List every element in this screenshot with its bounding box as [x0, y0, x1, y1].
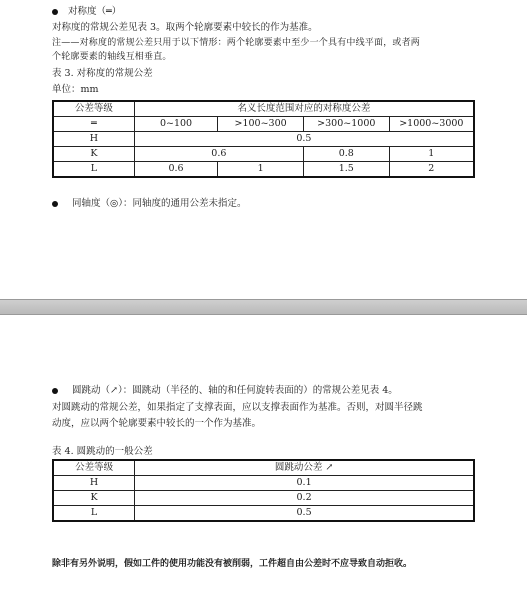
bullet-icon	[52, 9, 58, 15]
table3-caption: 表 3. 对称度的常规公差	[52, 68, 153, 79]
table3-cell: 0.8	[303, 147, 389, 162]
symmetry-heading: 对称度（═）	[68, 6, 122, 17]
bullet-icon	[52, 388, 58, 394]
runout-heading: 圆跳动（↗）：圆跳动（半径的、轴的和任何旋转表面的）的常规公差见表 4。	[72, 385, 398, 396]
table3-subheader: >300~1000	[303, 117, 389, 132]
table-row	[53, 491, 474, 506]
table-row	[53, 476, 474, 491]
table4	[52, 459, 475, 522]
table3-cell: H	[53, 132, 134, 147]
symmetry-intro: 对称度的常规公差见表 3。取两个轮廓要素中较长的作为基准。	[52, 22, 318, 33]
table3	[52, 100, 475, 178]
coaxial-text: 同轴度（◎）：同轴度的通用公差未指定。	[72, 198, 247, 209]
page-1	[0, 0, 527, 299]
bullet-icon	[52, 201, 58, 207]
runout-line2: 动度，应以两个轮廓要素中较长的一个作为基准。	[52, 418, 262, 429]
table-row	[53, 132, 474, 147]
footer-note: 除非有另外说明，假如工件的使用功能没有被削弱，工件超自由公差时不应导致自动拒收。	[52, 559, 413, 569]
table3-subheader: >100~300	[218, 117, 304, 132]
table3-subheader: ═	[53, 117, 134, 132]
table3-cell: 2	[389, 162, 474, 178]
symmetry-note-line1: 注——对称度的常规公差只用于以下情形：两个轮廓要素中至少一个具有中线平面，或者两	[52, 38, 421, 48]
table4-grade-header: 公差等级	[53, 460, 135, 476]
table3-cell: 1.5	[303, 162, 389, 178]
table3-cell: 0.6	[134, 147, 303, 162]
table4-cell: 0.5	[135, 506, 474, 522]
table3-subheader: >1000~3000	[389, 117, 474, 132]
table-row	[53, 147, 474, 162]
table-row	[53, 506, 474, 522]
table3-subheader: 0~100	[134, 117, 217, 132]
table3-unit: 单位：mm	[52, 84, 99, 95]
table3-grade-header: 公差等级	[53, 101, 134, 117]
table4-cell: H	[53, 476, 135, 491]
symmetry-note-line2: 个轮廓要素的轴线互相垂直。	[52, 52, 172, 62]
table4-cell: 0.1	[135, 476, 474, 491]
table3-span-header: 名义长度范围对应的对称度公差	[134, 101, 474, 117]
table3-cell: 1	[389, 147, 474, 162]
table3-cell: 0.5	[134, 132, 474, 147]
table3-cell: L	[53, 162, 134, 178]
table4-cell: 0.2	[135, 491, 474, 506]
table4-value-header: 圆跳动公差 ↗	[135, 460, 474, 476]
runout-line1: 对圆跳动的常规公差，如果指定了支撑表面，应以支撑表面作为基准。否则，对圆半径跳	[52, 402, 423, 413]
table3-cell: K	[53, 147, 134, 162]
table4-cell: L	[53, 506, 135, 522]
table-row	[53, 162, 474, 178]
table4-caption: 表 4. 圆跳动的一般公差	[52, 446, 153, 457]
table3-cell: 0.6	[134, 162, 217, 178]
page-2	[0, 315, 527, 601]
table4-cell: K	[53, 491, 135, 506]
table3-cell: 1	[218, 162, 304, 178]
page-gap	[0, 299, 527, 315]
